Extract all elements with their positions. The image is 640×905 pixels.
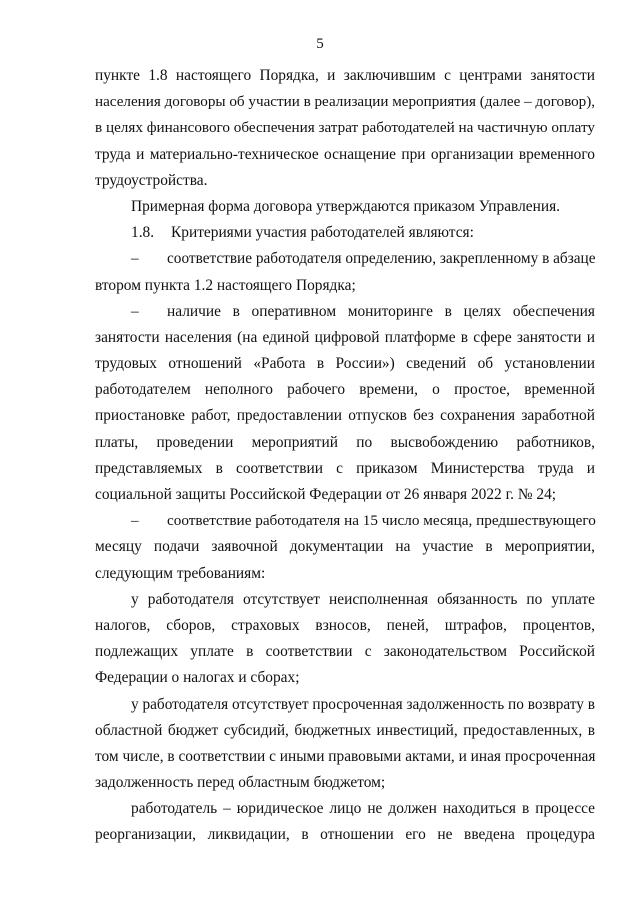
text-line: [95, 63, 595, 89]
text-line: [95, 770, 595, 796]
line-text: трудовых отношений «Работа в России») сведений об установлении: [95, 355, 595, 373]
text-line: [95, 718, 595, 744]
line-text: населения договоры об участии в реализации мероприятия (далее – договор),: [95, 94, 596, 111]
line-text: работодатель – юридическое лицо не должен находиться в процессе: [131, 800, 595, 818]
text-line: [95, 246, 595, 272]
line-text: втором пункта 1.2 настоящего Порядка;: [95, 276, 356, 294]
text-line: [95, 220, 595, 246]
line-text: реорганизации, ликвидации, в отношении его не введена процедура: [95, 826, 595, 844]
text-line: [95, 796, 595, 822]
list-dash: –: [131, 512, 139, 530]
line-text: Федерации о налогах и сборах;: [95, 669, 300, 687]
text-line: [95, 534, 595, 560]
text-line: [95, 508, 595, 534]
text-line: [95, 325, 595, 351]
clause-number: 1.8.: [131, 224, 155, 242]
text-line: [95, 561, 595, 587]
text-line: [95, 692, 595, 718]
text-line: [95, 639, 595, 665]
line-text: у работодателя отсутствует просроченная задолженность по возврату в: [131, 695, 595, 713]
line-text: платы, проведении мероприятий по высвобождению работников,: [95, 433, 595, 451]
line-text: том числе, в соответствии с иными правовыми актами, и иная просроченная: [95, 747, 596, 765]
text-line: [95, 89, 595, 115]
line-text: соответствие работодателя определению, закрепленному в абзаце: [167, 250, 596, 268]
text-line: [95, 665, 595, 691]
text-line: [95, 168, 595, 194]
line-text: пункте 1.8 настоящего Порядка, и заключившим с центрами занятости: [95, 67, 595, 84]
line-text: налогов, сборов, страховых взносов, пеней, штрафов, процентов,: [95, 616, 595, 634]
line-text: Критериями участия работодателей являются:: [171, 224, 474, 242]
line-text: у работодателя отсутствует неисполненная обязанность по уплате: [131, 590, 595, 608]
text-line: [95, 613, 595, 639]
line-text: подлежащих уплате в соответствии с законодательством Российской: [95, 643, 595, 661]
page-number: 5: [316, 36, 324, 52]
list-dash: –: [131, 302, 139, 320]
text-line: [95, 142, 595, 168]
text-line: [95, 377, 595, 403]
line-text: работодателем неполного рабочего времени, о простое, временной: [95, 381, 595, 399]
line-text: социальной защиты Российской Федерации от 26 января 2022 г. № 24;: [95, 486, 557, 503]
line-text: Примерная форма договора утверждаются приказом Управления.: [131, 197, 561, 215]
line-text: месяцу подачи заявочной документации на участие в мероприятии,: [95, 538, 595, 556]
document-body: [95, 63, 595, 849]
line-text: в целях финансового обеспечения затрат работодателей на частичную оплату: [95, 119, 595, 137]
text-line: [95, 430, 595, 456]
line-text: областной бюджет субсидий, бюджетных инвестиций, предоставленных, в: [95, 721, 595, 739]
text-line: [95, 273, 595, 299]
text-line: [95, 822, 595, 848]
text-line: [95, 744, 595, 770]
text-line: [95, 299, 595, 325]
line-text: соответствие работодателя на 15 число месяца, предшествующего: [167, 512, 596, 530]
line-text: задолженность перед областным бюджетом;: [95, 774, 386, 792]
line-text: труда и материально-техническое оснащение при организации временного: [95, 145, 595, 163]
text-line: [95, 587, 595, 613]
line-text: представляемых в соответствии с приказом Министерства труда и: [95, 459, 595, 477]
line-text: трудоустройства.: [95, 171, 208, 189]
text-line: [95, 351, 595, 377]
line-text: занятости населения (на единой цифровой платформе в сфере занятости и: [95, 328, 595, 346]
line-text: приостановке работ, предоставлении отпусков без сохранения заработной: [95, 407, 595, 425]
line-text: следующим требованиям:: [95, 564, 266, 582]
text-line: [95, 115, 595, 141]
text-line: [95, 403, 595, 429]
text-line: [95, 456, 595, 482]
text-line: [95, 482, 595, 508]
text-line: [95, 194, 595, 220]
line-text: наличие в оперативном мониторинге в целях обеспечения: [167, 302, 595, 320]
list-dash: –: [131, 250, 139, 268]
